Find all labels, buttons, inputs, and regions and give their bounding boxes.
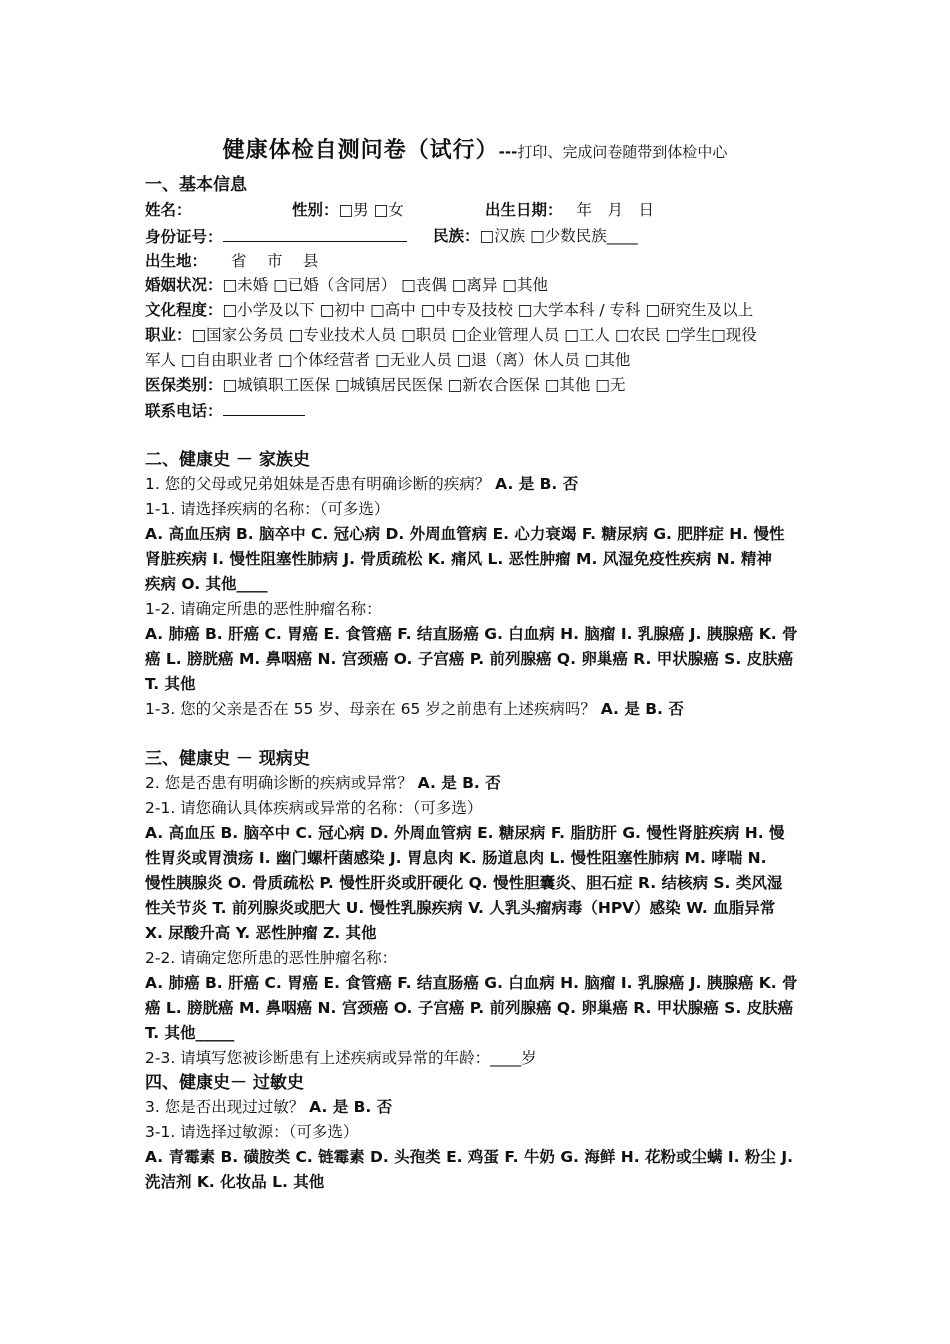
- birth-date-field[interactable]: [485, 198, 654, 223]
- question-2-1-options[interactable]: X. 尿酸升高 Y. 恶性肿瘤 Z. 其他: [145, 924, 377, 942]
- question-2-1-options[interactable]: 性关节炎 T. 前列腺炎或肥大 U. 慢性乳腺疾病 V. 人乳头瘤病毒（HPV）感染 W. 血脂异常: [145, 899, 776, 917]
- ethnicity-options[interactable]: □汉族 □少数民族____: [479, 227, 638, 245]
- occupation-row-cont[interactable]: 军人 □自由职业者 □个体经营者 □无业人员 □退（离）休人员 □其他: [145, 351, 631, 369]
- birth-date-units: 年 月 日: [576, 201, 655, 219]
- question-2-2-options[interactable]: A. 肺癌 B. 肝癌 C. 胃癌 E. 食管癌 F. 结直肠癌 G. 白血病 H. 脑瘤 I. 乳腺癌 J. 胰腺癌 K. 骨: [145, 974, 798, 992]
- ethnicity-label: 民族：: [433, 227, 480, 245]
- birthplace-label: 出生地：: [145, 252, 208, 270]
- id-number-label: 身份证号：: [145, 228, 223, 246]
- name-label: 姓名：: [145, 201, 192, 219]
- marital-options[interactable]: □未婚 □已婚（含同居） □丧偶 □离异 □其他: [222, 276, 548, 294]
- question-2-options[interactable]: A. 是 B. 否: [417, 774, 501, 792]
- document-title: [0, 133, 950, 164]
- occupation-row: [145, 323, 815, 348]
- question-1-2-options[interactable]: 癌 L. 膀胱癌 M. 鼻咽癌 N. 宫颈癌 O. 子宫癌 P. 前列腺癌 Q. 卵巢癌 R. 甲状腺癌 S. 皮肤癌: [145, 650, 794, 668]
- education-options[interactable]: □小学及以下 □初中 □高中 □中专及技校 □大学本科 / 专科 □研究生及以上: [222, 301, 754, 319]
- question-1-1: 1-1. 请选择疾病的名称：（可多选）: [145, 500, 390, 518]
- question-2-2: 2-2. 请确定您所患的恶性肿瘤名称：: [145, 949, 398, 967]
- phone-input[interactable]: [223, 398, 305, 416]
- question-2-text: 2. 您是否患有明确诊断的疾病或异常？: [145, 774, 413, 792]
- section-1-heading: 一、基本信息: [145, 175, 247, 195]
- gender-options[interactable]: □男 □女: [338, 201, 404, 219]
- question-2-2-options[interactable]: 癌 L. 膀胱癌 M. 鼻咽癌 N. 宫颈癌 O. 子宫癌 P. 前列腺癌 Q. 卵巢癌 R. 甲状腺癌 S. 皮肤癌: [145, 999, 794, 1017]
- question-1-3: [145, 697, 815, 722]
- question-2-3[interactable]: 2-3. 请填写您被诊断患有上述疾病或异常的年龄：____岁: [145, 1049, 537, 1067]
- title-dash: ---: [498, 143, 518, 161]
- marital-row: [145, 273, 815, 298]
- gender-label: 性别：: [292, 201, 339, 219]
- question-1-2: 1-2. 请确定所患的恶性肿瘤名称：: [145, 600, 382, 618]
- question-1-3-options[interactable]: A. 是 B. 否: [600, 700, 684, 718]
- question-3: [145, 1095, 815, 1120]
- question-2-2-options[interactable]: T. 其他_____: [145, 1024, 235, 1042]
- marital-label: 婚姻状况：: [145, 276, 223, 294]
- question-1-options[interactable]: A. 是 B. 否: [495, 475, 579, 493]
- occupation-options[interactable]: □国家公务员 □专业技术人员 □职员 □企业管理人员 □工人 □农民 □学生□现役: [191, 326, 757, 344]
- title-main: 健康体检自测问卷（试行）: [222, 138, 499, 163]
- question-1-2-options[interactable]: A. 肺癌 B. 肝癌 C. 胃癌 E. 食管癌 F. 结直肠癌 G. 白血病 H. 脑瘤 I. 乳腺癌 J. 胰腺癌 K. 骨: [145, 625, 798, 643]
- question-1-2-options[interactable]: T. 其他: [145, 675, 196, 693]
- question-3-1: 3-1. 请选择过敏源：（可多选）: [145, 1123, 359, 1141]
- section-3-heading: 三、健康史 － 现病史: [145, 749, 310, 769]
- question-2-1-options[interactable]: 慢性胰腺炎 O. 骨质疏松 P. 慢性肝炎或肝硬化 Q. 慢性胆囊炎、胆石症 R. 结核病 S. 类风湿: [145, 874, 783, 892]
- ethnicity-field[interactable]: [433, 224, 638, 249]
- question-3-1-options[interactable]: A. 青霉素 B. 磺胺类 C. 链霉素 D. 头孢类 E. 鸡蛋 F. 牛奶 G. 海鲜 H. 花粉或尘螨 I. 粉尘 J.: [145, 1148, 793, 1166]
- question-3-options[interactable]: A. 是 B. 否: [309, 1098, 393, 1116]
- insurance-options[interactable]: □城镇职工医保 □城镇居民医保 □新农合医保 □其他 □无: [222, 376, 626, 394]
- insurance-row: [145, 373, 815, 398]
- question-2-1: 2-1. 请您确认具体疾病或异常的名称：（可多选）: [145, 799, 483, 817]
- section-4-heading: 四、健康史－ 过敏史: [145, 1073, 304, 1093]
- birth-date-label: 出生日期：: [485, 201, 563, 219]
- question-3-text: 3. 您是否出现过过敏？: [145, 1098, 305, 1116]
- education-label: 文化程度：: [145, 301, 223, 319]
- phone-label: 联系电话：: [145, 402, 223, 420]
- question-2-1-options[interactable]: A. 高血压 B. 脑卒中 C. 冠心病 D. 外周血管病 E. 糖尿病 F. 脂肪肝 G. 慢性肾脏疾病 H. 慢: [145, 824, 785, 842]
- id-number-input[interactable]: [223, 224, 407, 242]
- question-1: [145, 472, 815, 497]
- basic-info-row-1: [145, 198, 815, 223]
- title-subtitle: 打印、完成问卷随带到体检中心: [517, 143, 728, 161]
- section-2-heading: 二、健康史 － 家族史: [145, 450, 310, 470]
- phone-row: [145, 398, 815, 424]
- question-1-text: 1. 您的父母或兄弟姐妹是否患有明确诊断的疾病？: [145, 475, 491, 493]
- occupation-label: 职业：: [145, 326, 192, 344]
- question-1-1-options[interactable]: 疾病 O. 其他____: [145, 575, 268, 593]
- question-1-3-text: 1-3. 您的父亲是否在 55 岁、母亲在 65 岁之前患有上述疾病吗？: [145, 700, 596, 718]
- birthplace-units: 省 市 县: [231, 252, 319, 270]
- question-3-1-options[interactable]: 洗洁剂 K. 化妆品 L. 其他: [145, 1173, 325, 1191]
- question-1-1-options[interactable]: A. 高血压病 B. 脑卒中 C. 冠心病 D. 外周血管病 E. 心力衰竭 F. 糖尿病 G. 肥胖症 H. 慢性: [145, 525, 785, 543]
- insurance-label: 医保类别：: [145, 376, 223, 394]
- gender-field[interactable]: [292, 198, 404, 223]
- question-2: [145, 771, 815, 796]
- question-2-1-options[interactable]: 性胃炎或胃溃疡 I. 幽门螺杆菌感染 J. 胃息肉 K. 肠道息肉 L. 慢性阻塞性肺病 M. 哮喘 N.: [145, 849, 767, 867]
- question-1-1-options[interactable]: 肾脏疾病 I. 慢性阻塞性肺病 J. 骨质疏松 K. 痛风 L. 恶性肿瘤 M. 风湿免疫性疾病 N. 精神: [145, 550, 772, 568]
- basic-info-row-2: [145, 224, 815, 250]
- basic-info-row-3: [145, 249, 815, 274]
- education-row: [145, 298, 815, 323]
